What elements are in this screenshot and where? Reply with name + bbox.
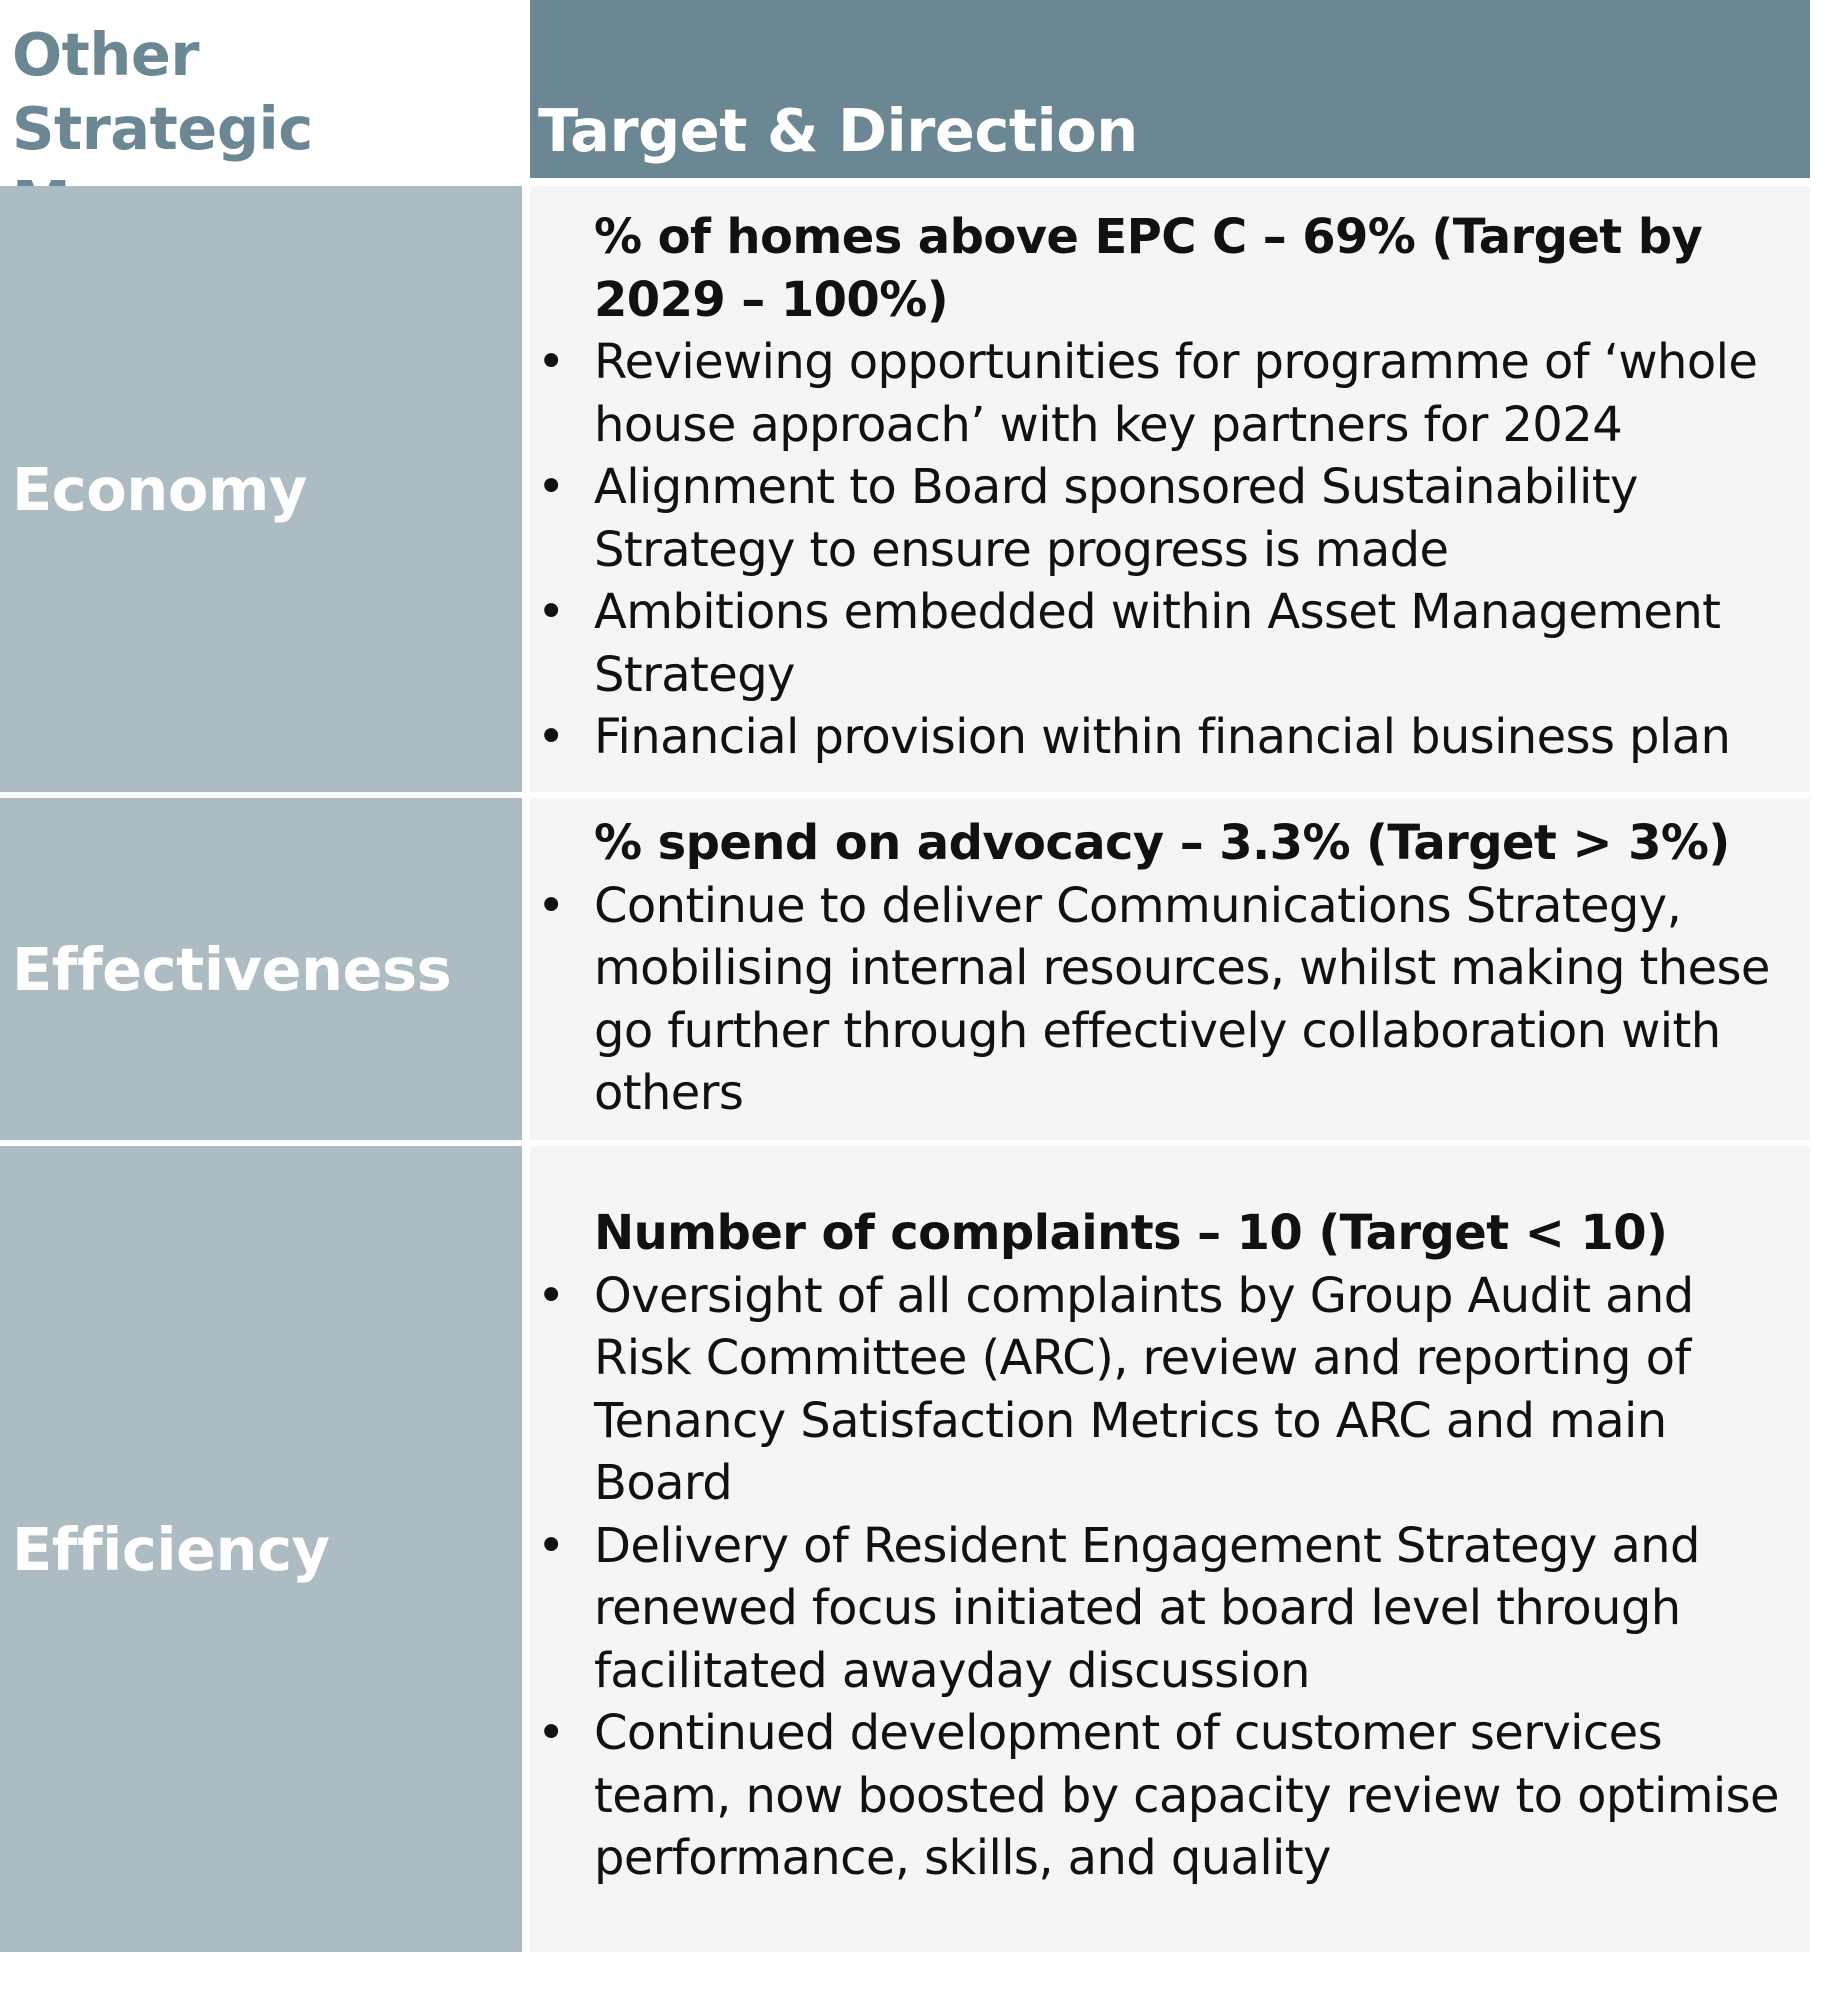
row-label: Effectiveness xyxy=(12,934,452,1004)
header-measures-cell xyxy=(0,0,522,180)
list-item: • Reviewing opportunities for programme of ‘whole house approach’ with key partners for 2024 xyxy=(530,331,1810,456)
bullet-icon: • xyxy=(537,877,565,934)
row-label-cell-effectiveness xyxy=(0,798,522,1140)
bullet-icon: • xyxy=(537,1267,565,1324)
list-item: • Delivery of Resident Engagement Strategy and renewed focus initiated at board level through facilitated awayday discussion xyxy=(530,1515,1810,1703)
list-item: • Oversight of all complaints by Group Audit and Risk Committee (ARC), review and reporting of Tenancy Satisfaction Metrics to ARC and main Board xyxy=(530,1265,1810,1515)
row-content-cell-efficiency xyxy=(530,1146,1810,1952)
header-measures-title: Other Strategic xyxy=(12,20,313,163)
header-target-title: Target & Direction xyxy=(538,96,1138,165)
row-label-cell-economy xyxy=(0,186,522,792)
bullet-icon: • xyxy=(537,334,565,390)
action-list xyxy=(530,331,1810,769)
bullet-icon: • xyxy=(537,1517,565,1574)
row-content-cell-economy xyxy=(530,186,1810,792)
action-list xyxy=(530,1265,1810,1890)
list-item: • Continued development of customer services team, now boosted by capacity review to optimise performance, skills, and quality xyxy=(530,1702,1810,1890)
row-label: Efficiency xyxy=(12,1514,330,1584)
bullet-icon: • xyxy=(537,1705,565,1761)
action-list xyxy=(530,875,1810,1125)
bullet-icon: • xyxy=(537,584,565,640)
list-item: • Ambitions embedded within Asset Management Strategy xyxy=(530,581,1810,706)
list-item: • Alignment to Board sponsored Sustainability Strategy to ensure progress is made xyxy=(530,456,1810,581)
measure-headline: % of homes above EPC C – 69% (Target by 2029 – 100%) xyxy=(594,209,1703,328)
measure-headline: Number of complaints – 10 (Target < 10) xyxy=(594,1205,1668,1261)
bullet-icon: • xyxy=(537,459,565,515)
bullet-icon: • xyxy=(537,709,565,765)
list-item: • Financial provision within financial business plan xyxy=(530,706,1810,769)
row-content-cell-effectiveness xyxy=(530,798,1810,1140)
header-target-cell xyxy=(530,0,1810,178)
list-item: • Continue to deliver Communications Strategy, mobilising internal resources, whilst making these go further through effectively collaboration with others xyxy=(530,875,1810,1125)
row-label-cell-efficiency xyxy=(0,1146,522,1952)
row-label: Economy xyxy=(12,454,307,524)
measure-headline: % spend on advocacy – 3.3% (Target > 3%) xyxy=(594,815,1730,871)
